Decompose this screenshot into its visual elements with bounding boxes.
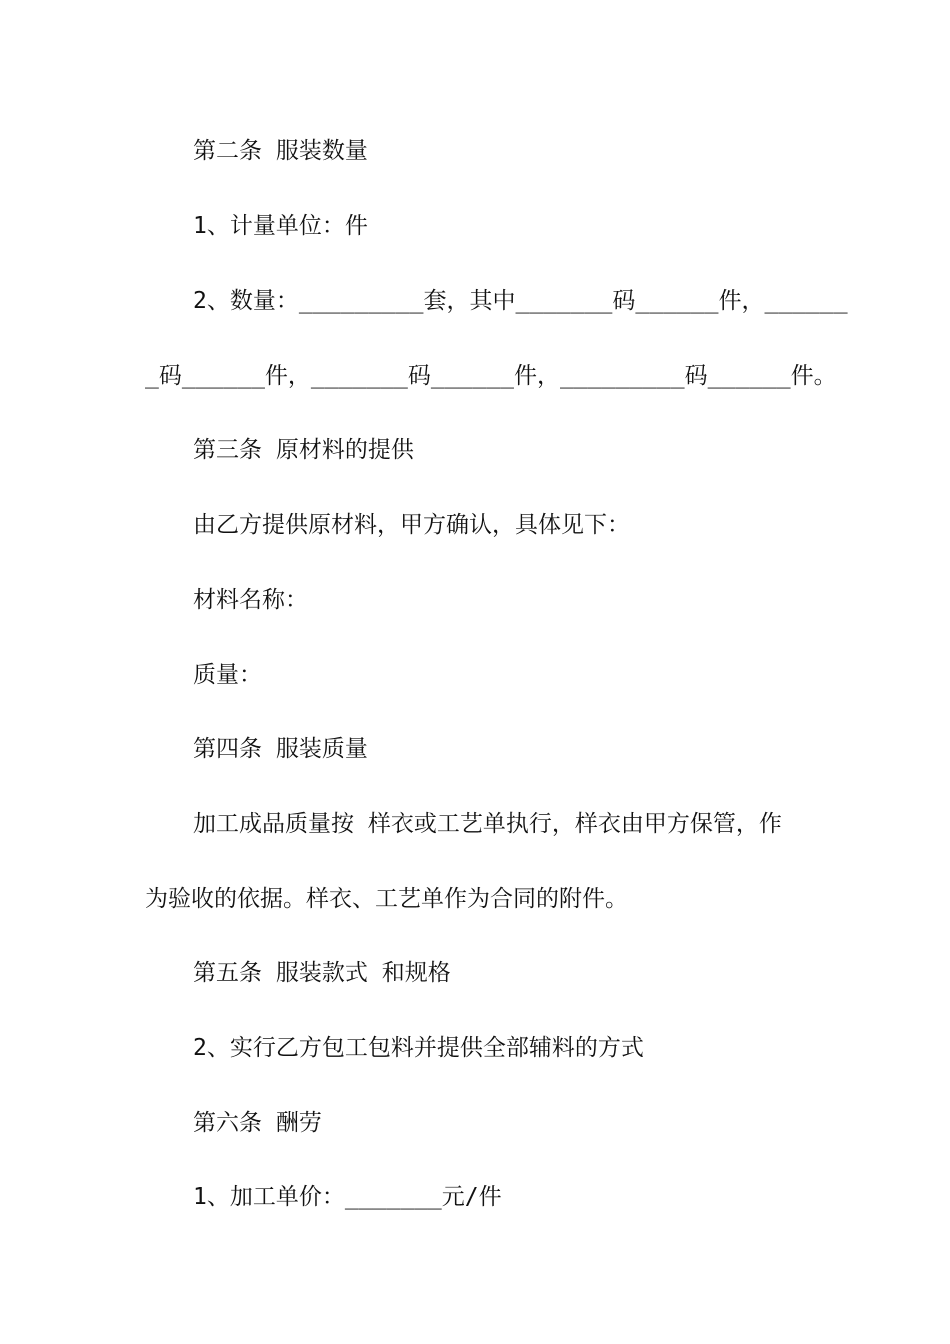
unit-price-line: 1、加工单价：_______元/件: [193, 1184, 502, 1210]
material-name-line: 材料名称：: [193, 587, 308, 613]
quality-standard-line-continued: 为验收的依据。样衣、工艺单作为合同的附件。: [145, 886, 628, 912]
quantity-line-continued: _码______件，_______码______件，_________码______件。: [145, 363, 837, 389]
material-mode-line: 2、实行乙方包工包料并提供全部辅料的方式: [193, 1035, 644, 1061]
article-6-heading: 第六条 酬劳: [193, 1110, 322, 1136]
measure-unit-line: 1、计量单位：件: [193, 213, 368, 239]
quality-line: 质量：: [193, 662, 262, 688]
article-3-heading: 第三条 原材料的提供: [193, 437, 414, 463]
article-4-heading: 第四条 服装质量: [193, 736, 368, 762]
material-supply-line: 由乙方提供原材料，甲方确认，具体见下：: [193, 512, 630, 538]
quantity-line: 2、数量：_________套，其中_______码______件，______: [193, 288, 848, 314]
article-2-heading: 第二条 服装数量: [193, 138, 368, 164]
quality-standard-line: 加工成品质量按 样衣或工艺单执行，样衣由甲方保管，作: [193, 811, 782, 837]
article-5-heading: 第五条 服装款式 和规格: [193, 960, 451, 986]
